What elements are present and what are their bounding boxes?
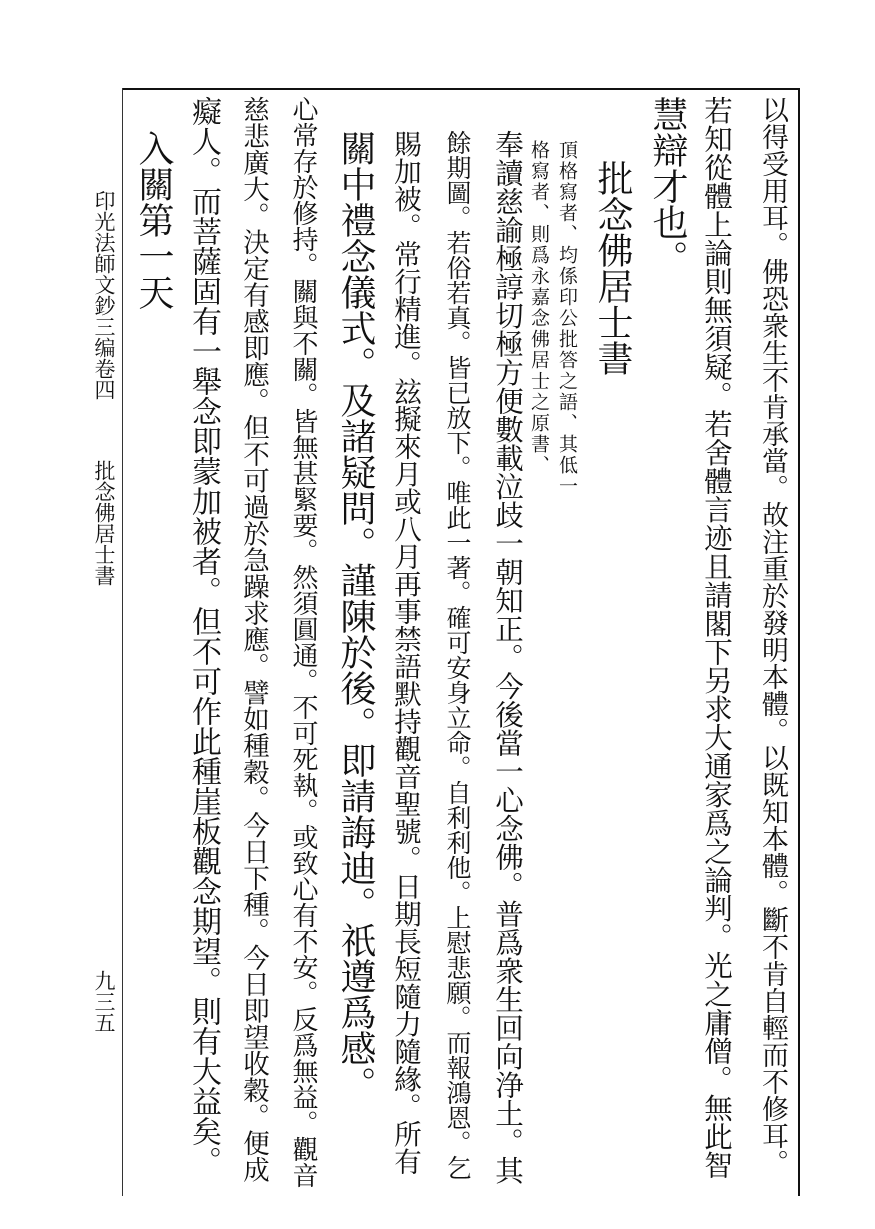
note-column-2: 格寫者、則爲永嘉念佛居士之原書、 <box>528 140 550 476</box>
text-column-5: 餘期圖。若俗若真。皆已放下。唯此一著。確可安身立命。自利利他。上慰悲願。而報鴻恩。乞 <box>443 130 472 1180</box>
text-column-4: 奉讀慈諭極諄切極方便數載泣歧一朝知正。今後當一心念佛。普爲衆生回向浄土。其 <box>491 130 524 1185</box>
text-column-10: 癡人。而菩薩固有一舉念即蒙加被者。但不可作此種崖板觀念期望。則有大益矣。 <box>186 96 221 1176</box>
section-title: 批念佛居士書 <box>592 160 633 376</box>
frame-left-rule <box>122 88 123 1196</box>
section-head: 批念佛居士書 <box>92 460 116 586</box>
text-column-7: 關中禮念儀式。及諸疑問。謹陳於後。即請誨迪。祇遵爲感。 <box>335 130 376 1102</box>
text-column-11: 入關第一天 <box>133 130 174 310</box>
text-column-9: 慈悲廣大。決定有感即應。但不可過於急躁求應。譬如種穀。今日下種。今日即望收穀。便成 <box>238 96 269 1183</box>
text-column-1: 以得受用耳。佛恐衆生不肯承當。故注重於發明本體。以既知本體。斷不肯自輕而不修耳。 <box>757 96 788 1176</box>
text-column-3: 慧辯才也。 <box>647 96 688 276</box>
note-column-1: 頂格寫者、均係印公批答之語、其低一 <box>556 140 578 497</box>
frame-top-rule <box>122 88 799 90</box>
text-column-2: 若知從體上論則無須疑。若舍體言迹且請閣下另求大通家爲之論判。光之庸僧。無此智 <box>700 96 733 1179</box>
frame-right-rule <box>798 88 800 1196</box>
page-number: 九三五 <box>92 970 116 1033</box>
text-column-8: 心常存於修持。關與不關。皆無甚緊要。然須圓通。不可死執。或致心有不安。反爲無益。觀音 <box>288 96 318 1188</box>
text-column-6: 賜加被。常行精進。玆擬來月或八月再事禁語默持觀音聖號。日期長短隨力隨緣。所有 <box>389 130 421 1175</box>
running-head: 印光法師文鈔三编卷四 <box>92 190 116 400</box>
